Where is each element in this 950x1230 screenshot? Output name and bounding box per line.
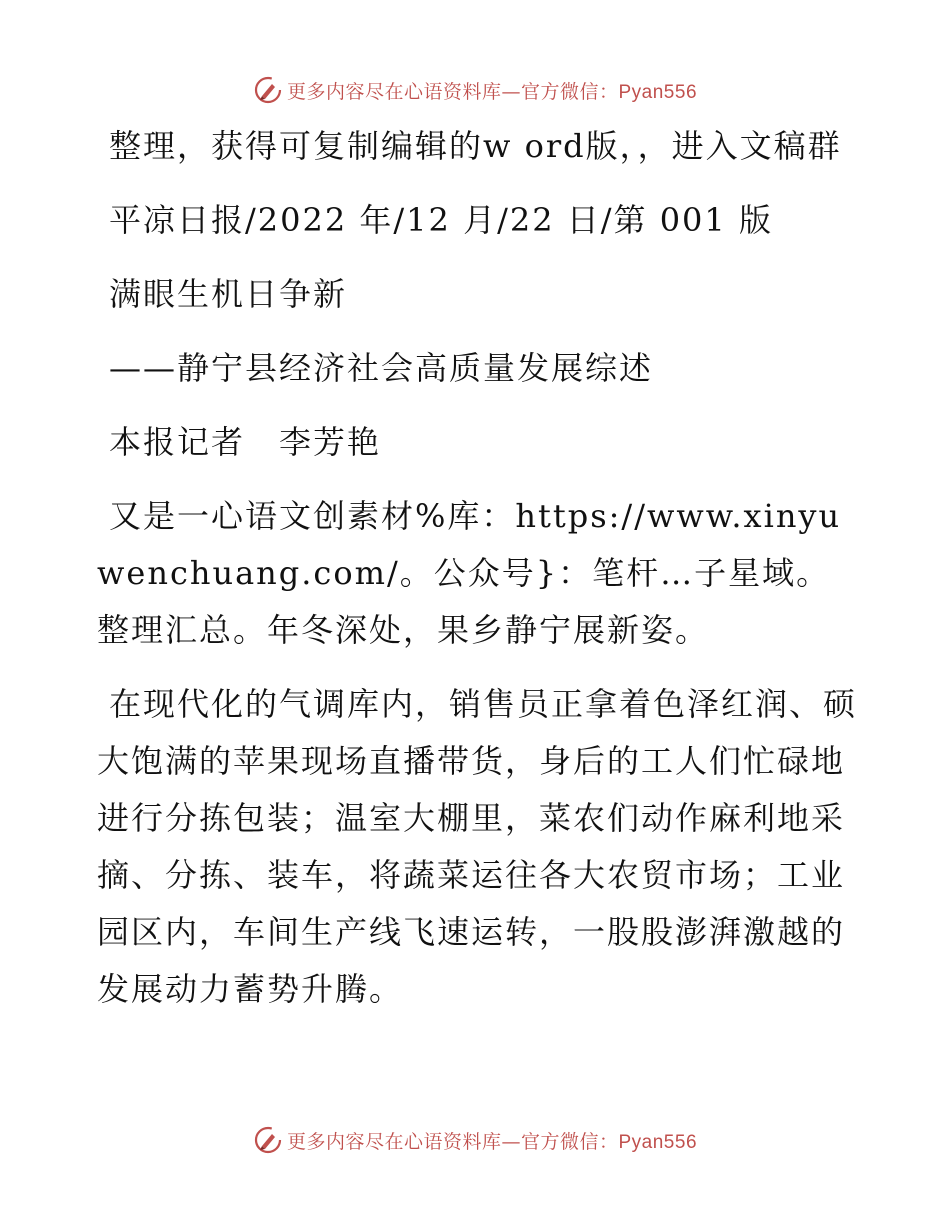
reporter-line: 本报记者 李芳艳 [109, 423, 382, 461]
body-paragraph: 在现代化的气调库内，销售员正拿着色泽红润、硕大饱满的苹果现场直播带货，身后的工人们忙碌地进行分拣包装；温室大棚里，菜农们动作麻利地采摘、分拣、装车，将蔬菜运往各大农贸市场；工业园区内，车间生产线飞速运转，一股股澎湃激越的发展动力蓄势升腾。 [97, 685, 858, 1008]
pen-logo-icon [253, 1125, 283, 1155]
footer-watermark [0, 1120, 950, 1160]
watermark-text: 更多内容尽在心语资料库—官方微信：Pyan556 [286, 80, 698, 103]
wechat-id: Pyan556 [618, 1131, 698, 1153]
wechat-id: Pyan556 [618, 81, 698, 103]
intro-paragraph: 整理，获得可复制编辑的w ord版，，进入文稿群 [109, 127, 842, 165]
article-subtitle: ——静宁县经济社会高质量发展综述 [109, 349, 654, 387]
watermark-text: 更多内容尽在心语资料库—官方微信：Pyan556 [286, 1130, 698, 1153]
article-title: 满眼生机日争新 [109, 275, 348, 313]
header-watermark [0, 70, 950, 110]
body-paragraph: 又是一心语文创素材%库：https://www.xinyuwenchuang.com/。公众号}：笔杆…子星域。整理汇总。年冬深处，果乡静宁展新姿。 [97, 497, 842, 649]
document-body [97, 118, 857, 1035]
source-line: 平凉日报/2022 年/12 月/22 日/第 001 版 [109, 201, 773, 239]
pen-logo-icon [253, 75, 283, 105]
